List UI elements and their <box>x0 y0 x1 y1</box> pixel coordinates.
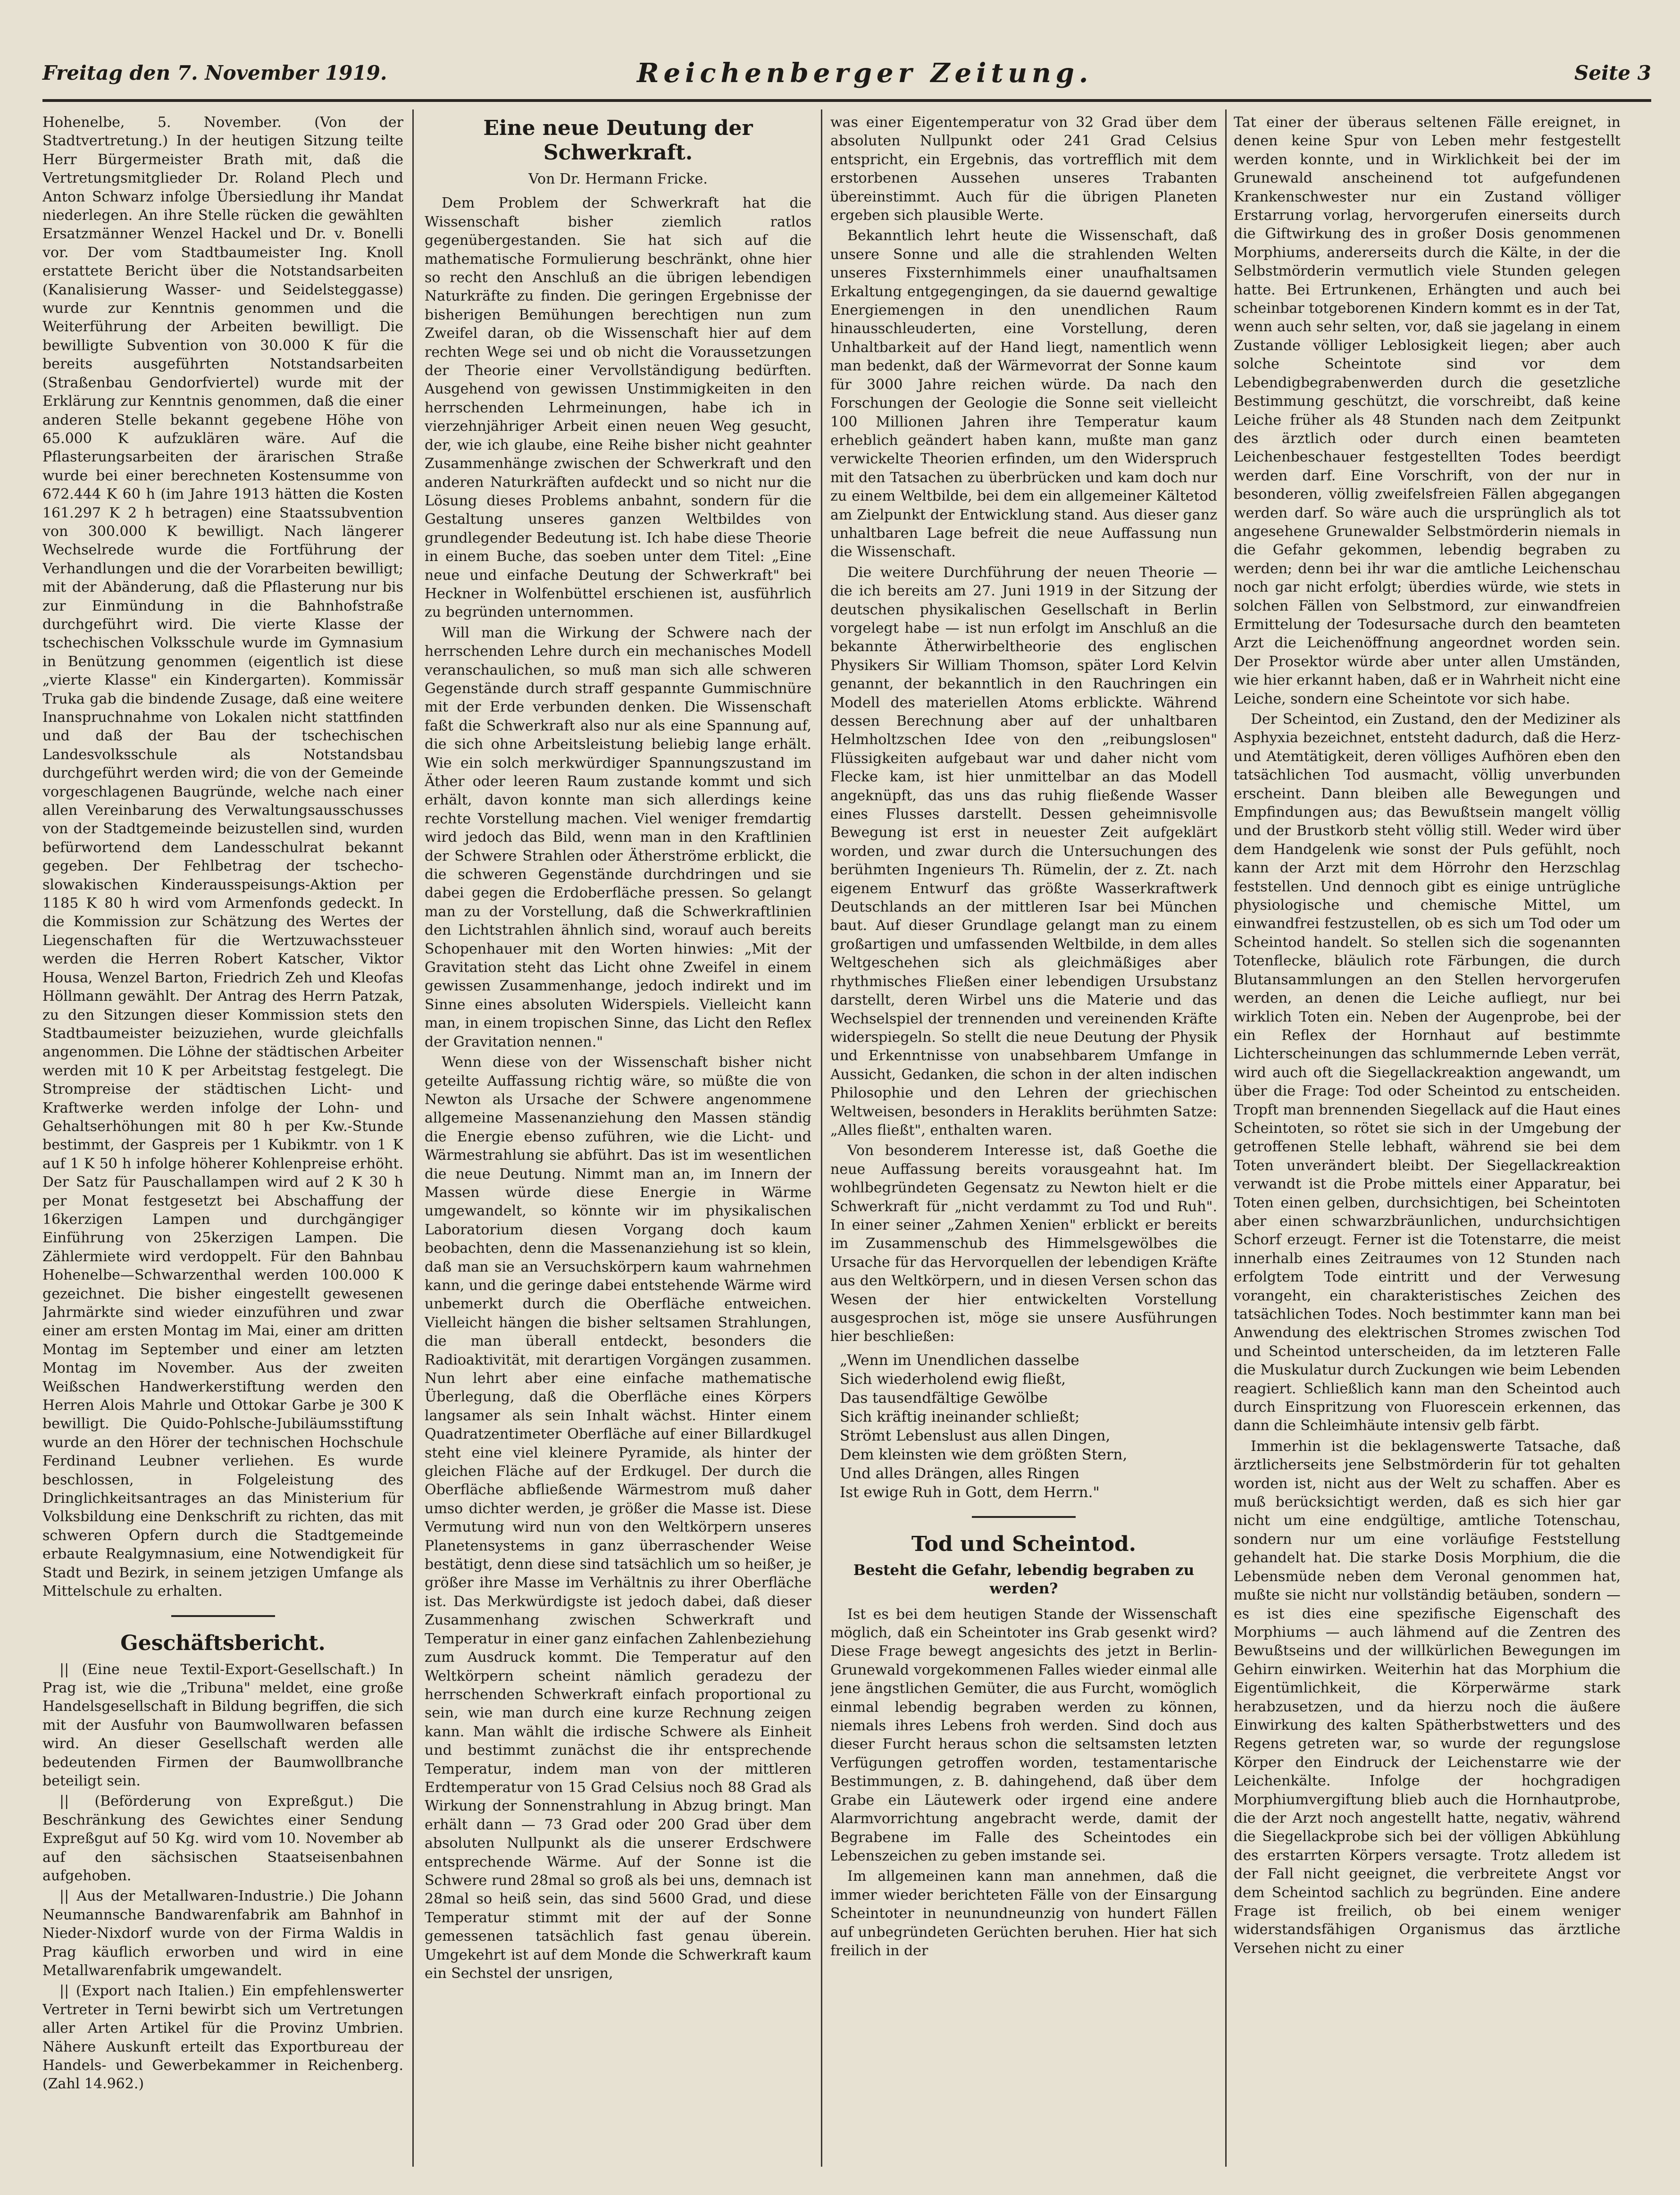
poem-line: Sich wiederholend ewig fließt, <box>840 1370 1066 1388</box>
article-paragraph: Der Scheintod, ein Zustand, den der Mediziner als Asphyxia bezeichnet, entsteht dadurch, daß die Herz- und Atemtätigkeit, deren völliges Aufhören eben den tatsächlichen Tod ausmacht, völlig unverbunden erscheint. Dann bleiben alle Bewegungen und Empfindungen aus; das Bewußtsein mangelt völlig und der Brustkorb steht völlig still. Weder wird über dem Handgelenk wie sonst der Puls gefühlt, noch kann der Arzt mit dem Hörrohr den Herzschlag feststellen. Und dennoch gibt es einige untrügliche physiologische und chemische Mittel, um einwandfrei festzustellen, ob es sich um Tod oder um Scheintod handelt. So stellen sich die sogenannten Totenflecke, bläulich rote Färbungen, die durch Blutansammlungen an den Stellen hervorgerufen werden, an denen die Leiche aufliegt, nur bei wirklich Toten ein. Neben der Augenprobe, bei der ein Reflex der Hornhaut auf bestimmte Lichterscheinungen das schlummernde Leben verrät, wird auch oft die Siegellackreaktion angewandt, um über die Frage: Tod oder Scheintod zu entscheiden. Tropft man brennenden Siegellack auf die Haut eines Scheintoten, so rötet sie sich in der Umgebung der getroffenen Stelle lebhaft, während sie bei dem Toten unverändert bleibt. Der Siegellackreaktion verwandt ist die Probe mittels einer Apparatur, bei Toten einen gelben, durchsichtigen, bei Scheintoten aber einen schwarzbräunlichen, undurchsichtigen Schorf erzeugt. Ferner ist die Totenstarre, die meist innerhalb eines Zeitraumes von 12 Stunden nach erfolgtem Tode eintritt und der Verwesung vorangeht, ein charakteristisches Zeichen des tatsächlichen Todes. Noch bestimmter kann man bei Anwendung des elektrischen Stromes zwischen Tod und Scheintod unterscheiden, da im letzteren Falle die Muskulatur durch Zuckungen wie beim Lebenden reagiert. Schließlich kann man den Scheintod auch durch Einspritzung von Fluorescein erkennen, das dann die Schleimhäute intensiv gelb färbt. <box>1234 711 1621 1434</box>
business-item: || (Beförderung von Expreßgut.) Die Beschränkung des Gewichtes einer Sendung Expreßgut auf 50 Kg. wird vom 10. November ab auf den sächsischen Staatseisenbahnen aufgehoben. <box>42 1793 403 1884</box>
poem-line: Strömt Lebenslust aus allen Dingen, <box>840 1427 1111 1444</box>
page-number: Seite 3 <box>1574 61 1651 84</box>
article-paragraph: Tat einer der überaus seltenen Fälle ereignet, in denen keine Spur von Leben mehr festgestellt werden konnte, und in Wirklichkeit bei der im Grunewald anscheinend tot aufgefundenen Krankenschwester nur ein Zustand völliger Erstarrung vorlag, hervorgerufen einerseits durch die Giftwirkung des in großer Dosis genommenen Morphiums, andererseits durch die Kälte, in der die Selbstmörderin vermutlich viele Stunden gelegen hatte. Bei Ertrunkenen, Erhängten und auch bei scheinbar totgeborenen Kindern kommt es in der Tat, wenn auch sehr selten, vor, daß sie jagelang in einem Zustande völliger Leblosigkeit liegen; aber auch solche Scheintote sind vor dem Lebendigbegrabenwerden durch die gesetzliche Bestimmung geschützt, die vorschreibt, daß keine Leiche früher als 48 Stunden nach dem Zeitpunkt des ärztlich oder durch einen beamteten Leichenbeschauer festgestellten Todes beerdigt werden darf. Eine Vorschrift, von der nur in besonderen, völlig zweifelsfreien Fällen abgegangen werden darf. So wäre auch die ursprünglich als tot angesehene Grunewalder Selbstmörderin niemals in die Gefahr gekommen, lebendig begraben zu werden; denn bei ihr war die amtliche Leichenschau noch gar nicht erfolgt; überdies würde, wie stets in solchen Fällen von Selbstmord, zur einwandfreien Ermittelung der Todesursache durch den beamteten Arzt die Leichenöffnung angeordnet worden sein. Der Prosektor würde aber unter allen Umständen, wie hier erkannt haben, daß er in Wahrheit nicht eine Leiche, sondern eine Scheintote vor sich habe. <box>1234 114 1621 707</box>
poem-line: Sich kräftig ineinander schließt; <box>840 1408 1080 1425</box>
article-paragraph: Bekanntlich lehrt heute die Wissenschaft, daß unsere Sonne und alle die strahlenden Welten unseres Fixsternhimmels einer unaufhaltsamen Erkaltung entgegengingen, da sie dauernd gewaltige Energiemengen in den unendlichen Raum hinausschleuderten, eine Vorstellung, deren Unhaltbarkeit auf der Hand liegt, namentlich wenn man bedenkt, daß der Wärmevorrat der Sonne kaum für 3000 Jahre reichen würde. Da nach den Forschungen der Geologie die Sonne seit vielleicht 100 Millionen Jahren ihre Temperatur kaum erheblich geändert haben kann, mußte man ganz verwickelte Theorien erfinden, um den Widerspruch mit den Tatsachen zu überbrücken und kam doch nur zu einem Weltbilde, bei dem ein allgemeiner Kältetod am Zielpunkt der Entwicklung stand. Aus dieser ganz unhaltbaren Lage befreit die neue Auffassung nun die Wissenschaft. <box>830 227 1217 561</box>
article-paragraph: Wenn diese von der Wissenschaft bisher nicht geteilte Auffassung richtig wäre, so müßte die von Newton als Ursache der Schwere angenommene allgemeine Massenanziehung den Massen ständig die Energie ebenso zuführen, wie die Licht- und Wärmestrahlung sie abführt. Das ist im wesentlichen die neue Deutung. Nimmt man an, im Innern der Massen würde diese Energie in Wärme umgewandelt, so könnte wir im physikalischen Laboratorium diesen Vorgang doch kaum beobachten, denn die Massenanziehung ist so klein, daß man sie an Versuchskörpern kaum wahrnehmen kann, und die geringe dabei entstehende Wärme wird unbemerkt durch die Oberfläche entweichen. Vielleicht hängen die bisher seltsamen Strahlungen, die man überall entdeckt, besonders die Radioaktivität, mit derartigen Vorgängen zusammen. Nun lehrt aber eine einfache mathematische Überlegung, daß die Oberfläche eines Körpers langsamer als sein Inhalt wächst. Hinter einem Quadratzentimeter Oberfläche auf einer Billardkugel steht eine viel kleinere Pyramide, als hinter der gleichen Fläche auf der Erdkugel. Der durch die Oberfläche abfließende Wärmestrom muß daher umso dichter werden, je größer die Masse ist. Diese Vermutung wird nun von den Weltkörpern unseres Planetensystems in ganz überraschender Weise bestätigt, denn diese sind tatsächlich um so heißer, je größer ihre Masse im Verhältnis zu ihrer Oberfläche ist. Das Merkwürdigste ist jedoch dabei, daß dieser Zusammenhang zwischen Schwerkraft und Temperatur in einer ganz einfachen Zahlenbeziehung zum Ausdruck kommt. Die Temperatur auf den Weltkörpern scheint nämlich geradezu der herrschenden Schwerkraft einfach proportional zu sein, wie man durch eine kurze Rechnung zeigen kann. Man wählt die irdische Schwere als Einheit und bestimmt zunächst die ihr entsprechende Temperatur, indem man von der mittleren Erdtemperatur von 15 Grad Celsius noch 88 Grad als Wirkung der Sonnenstrahlung in Abzug bringt. Man erhält dann — 73 Grad oder 200 Grad über dem absoluten Nullpunkt als die unserer Erdschwere entsprechende Wärme. Auf der Sonne ist die Schwere rund 28mal so groß als bei uns, demnach ist 28mal so heiß sein, das sind 5600 Grad, und diese Temperatur stimmt mit der auf der Sonne gemessenen tatsächlich fast genau überein. Umgekehrt ist auf dem Monde die Schwerkraft kaum ein Sechstel der unsrigen, <box>425 1054 811 1982</box>
issue-date: Freitag den 7. November 1919. <box>42 61 387 84</box>
poem-line: „Wenn im Unendlichen dasselbe <box>840 1351 1079 1369</box>
column-3 <box>830 113 1217 2166</box>
article-paragraph: Ist es bei dem heutigen Stande der Wissenschaft möglich, daß ein Scheintoter ins Grab gesenkt wird? Diese Frage bewegt angesichts des jetzt in Berlin-Grunewald vorgekommenen Falles wieder einmal alle jene ängstlichen Gemüter, die aus Furcht, womöglich einmal lebendig begraben werden zu können, niemals ihres Lebens froh werden. Sind doch aus dieser Furcht heraus schon die seltsamsten letzten Verfügungen getroffen worden, testamentarische Bestimmungen, z. B. dahingehend, daß über dem Grabe ein Läutewerk oder irgend eine andere Alarmvorrichtung angebracht werde, damit der Begrabene im Falle des Scheintodes ein Lebenszeichen zu geben imstande sei. <box>830 1606 1217 1864</box>
article-paragraph: Von besonderem Interesse ist, daß Goethe die neue Auffassung bereits vorausgeahnt hat. Im wohlbegründeten Gegensatz zu Newton hielt er die Schwerkraft für „nicht verdammt zu Tod und Ruh". In einer seiner „Zahmen Xenien" erblickt er bereits im Zusammenschub des Himmelsgewölbes die Ursache für das Hervorquellen der lebendigen Kräfte aus den Weltkörpern, und in diesen Versen schon das Wesen der hier entwickelten Vorstellung ausgesprochen ist, möge sie unsere Ausführungen hier beschließen: <box>830 1142 1217 1345</box>
column-2 <box>425 113 811 2166</box>
column-divider <box>821 109 822 2167</box>
section-divider <box>972 1516 1076 1518</box>
column-divider <box>1225 109 1227 2167</box>
business-report-headline: Geschäftsbericht. <box>120 1631 326 1655</box>
business-item: || (Export nach Italien.) Ein empfehlenswerter Vertreter in Terni bewirbt sich um Vertretungen aller Arten Artikel für die Provinz Umbrien. Nähere Auskunft erteilt das Exportbureau der Handels- und Gewerbekammer in Reichenberg. (Zahl 14.962.) <box>42 1983 403 2093</box>
article-paragraph: Im allgemeinen kann man annehmen, daß die immer wieder berichteten Fälle von der Einsargung Scheintoter in neunundneunzig von hundert Fällen auf unbegründeten Gerüchten beruhen. Hier hat sich freilich in der <box>830 1868 1217 1959</box>
column-1 <box>42 113 403 2166</box>
article-paragraph: Die weitere Durchführung der neuen Theorie — die ich bereits am 27. Juni 1919 in der Sitzung der deutschen physikalischen Gesellschaft in Berlin vorgelegt habe — ist nun erfolgt im Anschluß an die bekannte Ätherwirbeltheorie des englischen Physikers Sir William Thomson, später Lord Kelvin genannt, der bekanntlich in den Rauchringen ein Modell des materiellen Atoms erblickte. Während dessen Berechnung aber auf der unhaltbaren Helmholtzschen Idee von den „reibungslosen" Flüssigkeiten aufgebaut war und daher nicht vom Flecke kam, ist hier unmittelbar an das Modell angeknüpft, das uns das ruhig fließende Wasser eines Flusses darstellt. Dessen geheimnisvolle Bewegung ist erst in neuester Zeit aufgeklärt worden, und zwar durch die Untersuchungen des berühmten Ingenieurs Th. Rümelin, der z. Zt. nach eigenem Entwurf das größte Wasserkraftwerk Deutschlands an der mittleren Isar bei München baut. Auf dieser Grundlage gelangt man zu einem großartigen und umfassenden Weltbilde, in dem alles Weltgeschehen sich als gleichmäßiges aber rhythmisches Fließen einer lebendigen Ursubstanz darstellt, deren Wirbel uns die Materie und das Wechselspiel der trennenden und vereinenden Kräfte widerspiegeln. So stellt die neue Deutung der Physik und Erkenntnisse von unabsehbarem Umfange in Aussicht, Gedanken, die schon in der alten indischen Philosophie und den Lehren der griechischen Weltweisen, besonders in Heraklits berühmten Satze: „Alles fließt", enthalten waren. <box>830 564 1217 1139</box>
newspaper-title: Reichenberger Zeitung. <box>637 58 1093 89</box>
article-paragraph: Will man die Wirkung der Schwere nach der herrschenden Lehre durch ein mechanisches Modell veranschaulichen, so muß man sich alle schweren Gegenstände durch straff gespannte Gummischnüre mit der Erde verbunden denken. Die Wissenschaft faßt die Schwerkraft also nur als eine Spannung auf, die sich ohne Arbeitsleistung beliebig lange erhält. Wie ein solch merkwürdiger Spannungszustand im Äther oder leeren Raum zustande kommt und sich erhält, davon konnte man sich allerdings keine rechte Vorstellung machen. Viel weniger fremdartig wird jedoch das Bild, wenn man in den Kraftlinien der Schwere Strahlen oder Ätherströme erblickt, die die schweren Gegenstände durchdringen und sie dabei gegen die Erdoberfläche pressen. So gelangt man zu der Vorstellung, daß die Schwerkraftlinien den Lichtstrahlen ähnlich sind, worauf auch bereits Schopenhauer mit den Worten hinwies: „Mit der Gravitation steht das Licht ohne Zweifel in einem gewissen Zusammenhange, jedoch indirekt und im Sinne eines absoluten Widerspiels. Vielleicht kann man, in einem tropischen Sinne, das Licht den Reflex der Gravitation nennen." <box>425 624 811 1050</box>
poem-line: Und alles Drängen, alles Ringen <box>840 1465 1079 1482</box>
poem-line: Das tausendfältige Gewölbe <box>840 1389 1048 1407</box>
newspaper-header <box>42 56 1651 102</box>
poem-line: Dem kleinsten wie dem größten Stern, <box>840 1446 1128 1463</box>
column-4 <box>1234 113 1621 2166</box>
section-divider <box>171 1615 275 1617</box>
goethe-poem <box>840 1351 1217 1502</box>
article-paragraph: was einer Eigentemperatur von 32 Grad über dem absoluten Nullpunkt oder 241 Grad Celsius entspricht, ein Ergebnis, das vortrefflich mit dem erstorbenen Aussehen unseres Trabanten übereinstimmt. Auch für die übrigen Planeten ergeben sich plausible Werte. <box>830 114 1217 224</box>
business-item: || (Eine neue Textil-Export-Gesellschaft.) In Prag ist, wie die „Tribuna" meldet, eine große Handelsgesellschaft in Bildung begriffen, die sich mit der Ausfuhr von Baumwollwaren befassen wird. An dieser Gesellschaft werden alle bedeutenden Firmen der Baumwollbranche beteiligt sein. <box>42 1661 403 1789</box>
local-news-hohenelbe: Hohenelbe, 5. November. (Von der Stadtvertretung.) In der heutigen Sitzung teilte Herr Bürgermeister Brath mit, daß die Vertretungsmitglieder Dr. Roland Plech und Anton Schwarz infolge Übersiedlung ihr Mandat niederlegen. An ihre Stelle rücken die gewählten Ersatzmänner Wenzel Hackel und Dr. v. Bonelli vor. Der vom Stadtbaumeister Ing. Knoll erstattete Bericht über die Notstandsarbeiten (Kanalisierung Wasser- und Seidelsteggasse) wurde zur Kenntnis genommen und die Weiterführung der Arbeiten bewilligt. Die bewilligte Subvention von 30.000 K für die bereits ausgeführten Notstandsarbeiten (Straßenbau Gendorfviertel) wurde mit der Erklärung zur Kenntnis genommen, daß die einer anderen Stelle bekannt gegebene Höhe von 65.000 K aufzuklären wäre. Auf die Pflasterungsarbeiten der ärarischen Straße wurde bei einer berechneten Kostensumme von 672.444 K 60 h (im Jahre 1913 hätten die Kosten 161.297 K 2 h betragen) eine Staatssubvention von 300.000 K bewilligt. Nach längerer Wechselrede wurde die Fortführung der Verhandlungen und die der Vorarbeiten bewilligt; mit der Abänderung, daß die Pflasterung nur bis zur Einmündung in die Bahnhofstraße durchgeführt wird. Die vierte Klasse der tschechischen Volksschule wurde im Gymnasium in Benützung genommen (eigentlich ist diese „vierte Klasse" ein Kindergarten). Kommissär Truka gab die bindende Zusage, daß eine weitere Inanspruchnahme von Lokalen nicht stattfinden und daß der Bau der tschechischen Landesvolksschule als Notstandsbau durchgeführt werden wird; die von der Gemeinde vorgeschlagenen Baugründe, welche nach einer allen Vereinbarung des Verwaltungsausschusses von der Stadtgemeinde beizustellen sind, wurden befürwortend dem Landesschulrat bekannt gegeben. Der Fehlbetrag der tschecho-slowakischen Kinderausspeisungs-Aktion per 1185 K 80 h wird vom Armenfonds gedeckt. In die Kommission zur Schätzung des Wertes der Liegenschaften für die Wertzuwachssteuer werden die Herren Robert Katscher, Viktor Housa, Wenzel Barton, Friedrich Zeh und Kleofas Höllmann gewählt. Der Antrag des Herrn Patzak, zu den Sitzungen dieser Kommission stets den Stadtbaumeister beizuziehen, wurde gleichfalls angenommen. Die Löhne der städtischen Arbeiter werden mit 10 K per Arbeitstag festgelegt. Die Strompreise der städtischen Licht- und Kraftwerke werden infolge der Lohn- und Gehaltserhöhungen mit 80 h per Kw.-Stunde bestimmt, der Gaspreis per 1 Kubikmtr. von 1 K auf 1 K 50 h infolge höherer Kohlenpreise erhöht. Der Satz für Pauschallampen wird auf 2 K 30 h per Monat festgesetzt bei Abschaffung der 16kerzigen Lampen und durchgängiger Einführung von 25kerzigen Lampen. Die Zählermiete wird verdoppelt. Für den Bahnbau Hohenelbe—Schwarzenthal werden 100.000 K gezeichnet. Die bisher eingestellt gewesenen Jahrmärkte sind wieder einzuführen und zwar einer am ersten Montag im Mai, einer am dritten Montag im September und einer am letzten Montag im November. Aus der zweiten Weißschen Handwerkerstiftung werden den Herren Alois Mahrle und Ottokar Garbe je 300 K bewilligt. Die Quido-Pohlsche-Jubiläumsstiftung wurde an den Hörer der technischen Hochschule Ferdinand Leubner verliehen. Es wurde beschlossen, in Folgeleistung des Dringlichkeitsantrages an das Ministerium für Volksbildung eine Denkschrift zu richten, das mit schweren Opfern durch die Stadtgemeinde erbaute Realgymnasium, eine Notwendigkeit für Stadt und Bezirk, in seinem jetzigen Umfange als Mittelschule zu erhalten. <box>42 114 403 1600</box>
poem-line: Ist ewige Ruh in Gott, dem Herrn." <box>840 1483 1100 1501</box>
column-divider <box>412 109 414 2167</box>
article-byline: Von Dr. Hermann Fricke. <box>528 171 708 187</box>
death-article-headline: Tod und Scheintod. <box>911 1532 1137 1556</box>
article-paragraph: Immerhin ist die beklagenswerte Tatsache, daß ärztlicherseits jene Selbstmörderin für tot gehalten worden ist, nicht aus der Welt zu schaffen. Aber es muß berücksichtigt werden, daß es sich hier gar nicht um eine endgültige, amtliche Totenschau, sondern nur um eine vorläufige Feststellung gehandelt hat. Die starke Dosis Morphium, die die Lebensmüde neben dem Veronal genommen hat, mußte sie nicht nur vollständig betäuben, sondern — es ist dies eine spezifische Eigenschaft des Morphiums — auch lähmend auf die Zentren des Bewußtseins und der willkürlichen Bewegungen im Gehirn einwirken. Weiterhin hat das Morphium die Eigentümlichkeit, die Körperwärme stark herabzusetzen, und da hierzu noch die äußere Einwirkung des kalten Spätherbstwetters und des Regens getreten war, so wurde der regungslose Körper den Eindruck der Leichenstarre wie der Leichenkälte. Infolge der hochgradigen Morphiumvergiftung blieb auch die Hornhautprobe, die der Arzt noch angestellt hatte, negativ, während die Siegellackprobe sich bei der völligen Abkühlung des erstarrten Körpers versagte. Trotz alledem ist der Fall nicht geeignet, die verbreitete Angst vor dem Scheintod sachlich zu begründen. Eine andere Frage ist freilich, ob bei einem weniger widerstandsfähigen Organismus das ärztliche Versehen nicht zu einer <box>1234 1438 1621 1957</box>
article-paragraph: Dem Problem der Schwerkraft hat die Wissenschaft bisher ziemlich ratlos gegenübergestanden. Sie hat sich auf die mathematische Formulierung beschränkt, ohne hier so recht den Anschluß an die übrigen lebendigen Naturkräfte zu finden. Die geringen Ergebnisse der bisherigen Bemühungen berechtigen nun zum Zweifel daran, ob die Wissenschaft hier auf dem rechten Wege sei und ob nicht die Voraussetzungen der Theorie einer Vervollständigung bedürften. Ausgehend von gewissen Unstimmigkeiten in den herrschenden Lehrmeinungen, habe ich in vierzehnjähriger Arbeit einen neuen Weg gesucht, der, wie ich glaube, eine Reihe bisher nicht geahnter Zusammenhänge zwischen der Schwerkraft und den anderen Naturkräften aufdeckt und so nicht nur die Lösung dieses Problems anbahnt, sondern für die Gestaltung unseres ganzen Weltbildes von grundlegender Bedeutung ist. Ich habe diese Theorie in einem Buche, das soeben unter dem Titel: „Eine neue und einfache Deutung der Schwerkraft" bei Heckner in Wolfenbüttel erschienen ist, ausführlich zu begründen unternommen. <box>425 195 811 621</box>
business-item: || Aus der Metallwaren-Industrie.) Die Johann Neumannsche Bandwarenfabrik am Bahnhof in Nieder-Nixdorf wurde von der Firma Waldis in Prag käuflich erworben und wird in eine Metallwarenfabrik umgewandelt. <box>42 1888 403 1979</box>
death-article-subheadline: Besteht die Gefahr, lebendig begraben zu werden? <box>853 1561 1195 1598</box>
gravity-article-headline: Eine neue Deutung der Schwerkraft. <box>483 116 753 165</box>
